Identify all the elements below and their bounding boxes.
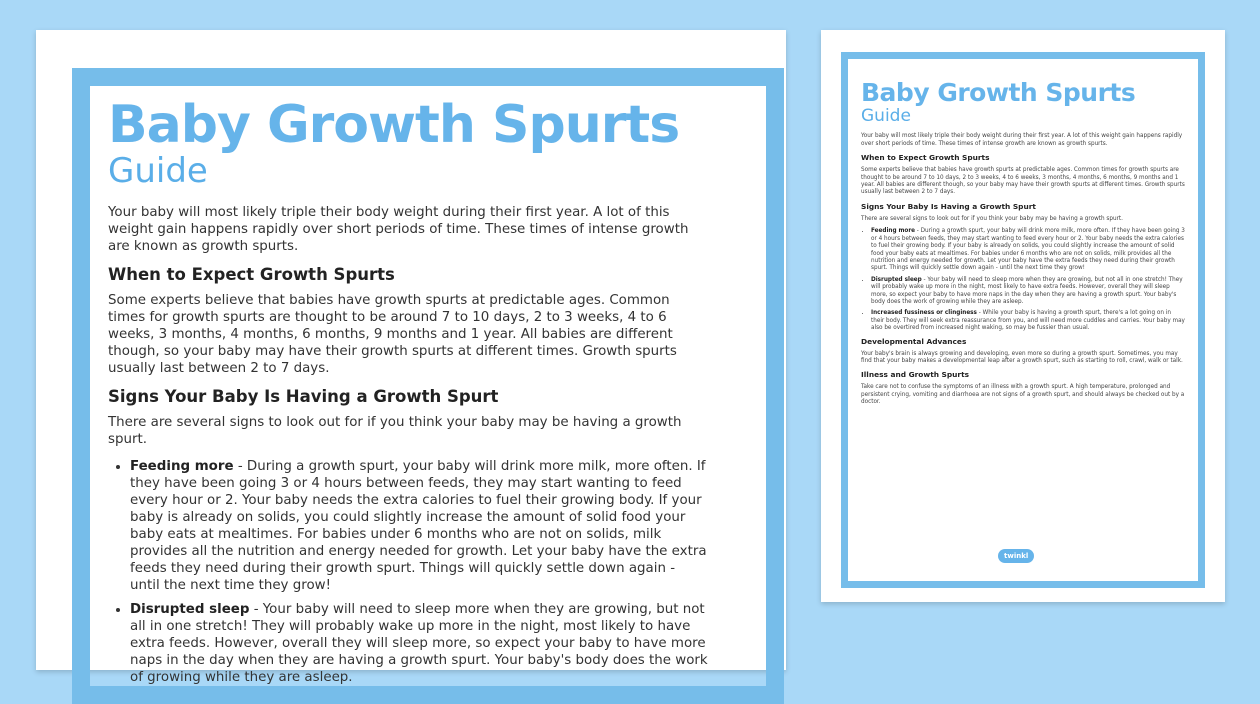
section-body-signs: There are several signs to look out for if you think your baby may be having a growth spurt. [108, 414, 682, 447]
list-item: • Disrupted sleep - Your baby will need to sleep more when they are growing, but not all in one stretch! They will probably wake up more in the night, most likely to have extra feeds. However, overall they will sleep more, so expect your baby to have more naps in the day when they are having a growth spurt. Your baby's body does the work of growing while they are asleep. [871, 277, 1185, 307]
preview-body-when: Some experts believe that babies have growth spurts at predictable ages. Common times for growth spurts are thought to be around 7 to 10 days, 2 to 3 weeks, 4 to 6 weeks, 3 months, 4 months, 6 months, 9 months and 1 year. All babies are different though, so your baby may have their growth spurts at different times. Growth spurts usually last between 2 to 7 days. [861, 167, 1185, 196]
section-heading-when: When to Expect Growth Spurts [108, 264, 395, 284]
preview-heading-signs: Signs Your Baby Is Having a Growth Spurt [861, 201, 1036, 211]
page-border [72, 68, 784, 704]
list-item: • Increased fussiness or clinginess - While your baby is having a growth spurt, there's a lot going on in their body. They will seek extra reassurance from you, and will need more cuddles and carries. Your baby may also be overtired from increased night waking, so may be fussier than usual. [871, 310, 1185, 332]
section-body-when: Some experts believe that babies have growth spurts at predictable ages. Common times for growth spurts are thought to be around 7 to 10 days, 2 to 3 weeks, 4 to 6 weeks, 3 months, 4 months, 6 months, 9 months and 1 year. All babies are different though, so your baby may have their growth spurts at different times. Growth spurts usually last between 2 to 7 days. [108, 292, 677, 376]
document-page-preview [821, 30, 1225, 602]
preview-heading-when: When to Expect Growth Spurts [861, 153, 990, 163]
intro-paragraph: Your baby will most likely triple their body weight during their first year. A lot of this weight gain happens rapidly over short periods of time. These times of intense growth are known as growth spurts. [108, 204, 689, 254]
preview-body-illness: Take care not to confuse the symptoms of an illness with a growth spurt. A high temperature, prolonged and persistent crying, vomiting and diarrhoea are not signs of a growth spurt, and should always be checked out by a doctor. [861, 384, 1185, 406]
list-item: • Disrupted sleep - Your baby will need to sleep more when they are growing, but not all in one stretch! They will probably wake up more in the night, most likely to have extra feeds. However, overall they will sleep more, so expect your baby to have more naps in the day when they are having a growth spurt. Your baby's body does the work of growing while they are asleep. [130, 601, 708, 686]
preview-heading-dev: Developmental Advances [861, 336, 967, 346]
list-item: • Feeding more - During a growth spurt, your baby will drink more milk, more often. If they have been going 3 or 4 hours between feeds, they may start wanting to feed every hour or 2. Your baby needs the extra calories to fuel their growing body. If your baby is already on solids, you could slightly increase the amount of solid food your baby eats at mealtimes. For babies under 6 months who are not on solids, milk provides all the nutrition and energy needed for growth. Let your baby have the extra feeds they need during their growth spurt. Things will quickly settle down again - until the next time they grow! [130, 458, 708, 594]
preview-border [841, 52, 1205, 588]
preview-subtitle: Guide [861, 105, 911, 126]
page-title: Baby Growth Spurts [108, 95, 680, 155]
twinkl-logo: twinkl [998, 549, 1034, 563]
list-item: • Feeding more - During a growth spurt, your baby will drink more milk, more often. If they have been going 3 or 4 hours between feeds, they may start wanting to feed every hour or 2. Your baby needs the extra calories to fuel their growing body. If your baby is already on solids, you could slightly increase the amount of solid food your baby eats at mealtimes. For babies under 6 months who are not on solids, milk provides all the nutrition and energy needed for growth. Let your baby have the extra feeds they need during their growth spurt. Things will quickly settle down again - until the next time they grow! [871, 228, 1185, 272]
preview-title: Baby Growth Spurts [861, 78, 1136, 107]
page-content [108, 95, 708, 693]
signs-list [108, 458, 708, 686]
preview-body-dev: Your baby's brain is always growing and developing, even more so during a growth spurt. Sometimes, you may find that your baby makes a developmental leap after a growth spurt, such as starting to roll, crawl, walk or talk. [861, 350, 1183, 364]
preview-body-signs: There are several signs to look out for if you think your baby may be having a growth spurt. [861, 215, 1123, 222]
preview-intro: Your baby will most likely triple their body weight during their first year. A lot of this weight gain happens rapidly over short periods of time. These times of intense growth are known as growth spurts. [861, 133, 1183, 147]
preview-heading-illness: Illness and Growth Spurts [861, 370, 970, 380]
preview-content [861, 59, 1185, 412]
preview-signs-list [861, 228, 1185, 332]
document-page-large [36, 30, 786, 685]
page-subtitle: Guide [108, 150, 208, 191]
section-heading-signs: Signs Your Baby Is Having a Growth Spurt [108, 386, 499, 406]
